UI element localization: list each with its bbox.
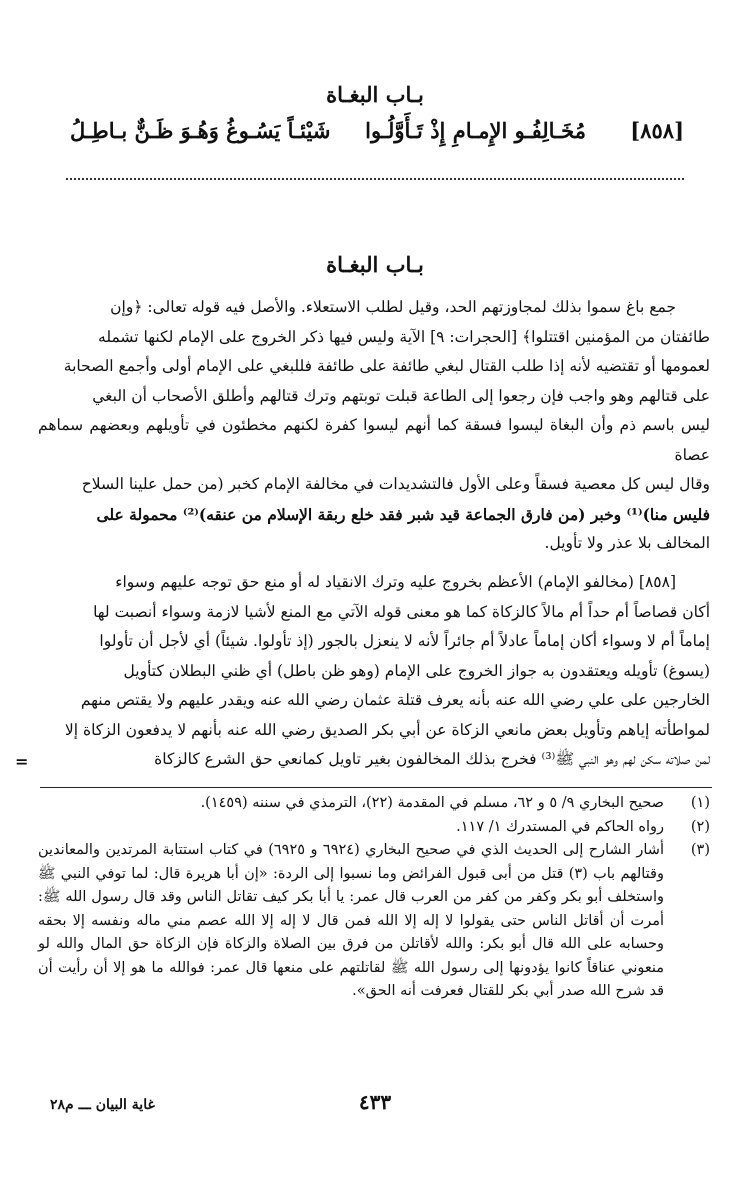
commentary-heading: بـاب البغـاة [326,252,424,277]
footnote-text: صحيح البخاري ٩/ ٥ و ٦٢، مسلم في المقدمة (٢٢)، الترمذي في سننه (١٤٥٩). [200,795,664,811]
footnote-number: (٢) [690,818,710,835]
verse-hemistich-first: مُخَـالِفُـو الإِمـامِ إِذْ تَـأَوَّلُـوا [365,118,586,143]
text-line: أكان قصاصاً أم حداً أم مالاً كالزكاة كما هو معنى قوله الآتي مع المنع لأشيا لازمة وسواء أنصبت لها [93,602,710,621]
text-line: لمن صلاته سكن لهم وهو النبي ﷺ⁽³⁾ فخرج بذلك المخالفون بغير تاويل كمانعي حق الشرع كالزكاة [154,750,710,768]
footnote-text: أشار الشارح إلى الحديث الذي في صحيح البخاري (٦٩٢٤ و ٦٩٢٥) في كتاب استتابة المرتدين والمعاندين وقتالهم باب (٣) قتل من أبى قبول الفرائض وما نسبوا إلى الردة: «إن أبا هريرة قال: لما توفي النبي ﷺ واستخلف أبو بكر وكفر من كفر من العرب قال عمر: يا أبا بكر كيف تقاتل الناس وقد قال رسول الله ﷺ: أمرت أن أقاتل الناس حتى يقولوا لا إله إلا الله فمن قال لا إله إلا الله عصم مني ماله ونفسه إلا بحقه وحسابه على الله قال أبو بكر: والله لأقاتلن من فرق بين الصلاة والزكاة فإن الزكاة حق المال والله لو منعوني عناقاً كانوا يؤدونها إلى رسول الله ﷺ لقاتلتهم على منعها قال عمر: فوالله ما هو إلا أن رأيت أن قد شرح الله صدر أبي بكر للقتال فعرفت أنه الحق». [38,842,664,999]
footnote [38,792,710,816]
commentary-paragraph-1 [38,293,710,559]
text-line: الخارجين على علي رضي الله عنه بأنه يعرف قتلة عثمان رضي الله عنه ويقدر عليهم ولا يقتص منهم [80,691,710,709]
footnote-number: (١) [690,795,710,811]
verse-number: [٨٥٨] [630,118,684,143]
text-line: لعمومها أو تقتضيه لأنه إذا طلب القتال لبغي طائفة على طائفة فللبغي على الإمام أولى وأجمع الصحابة [63,357,710,375]
text-line: المخالف بلا عذر ولا تأويل. [544,534,710,552]
footnote-number: (٣) [690,842,710,858]
continuation-mark: = [15,752,29,771]
footnote-separator [40,787,712,788]
text-line: [٨٥٨] (مخالفو الإمام) الأعظم بخروج عليه وترك الانقياد له أو منع حق توجه عليهم وسواء [115,573,676,591]
text-line: لمواطأته إياهم وتأويل بعض مانعي الزكاة عن أبي بكر الصديق رضي الله عنه بأنهم لا يدفعون الزكاة إلا [64,720,710,739]
chapter-heading: بـاب البغـاة [326,82,424,107]
dotted-separator [66,178,684,180]
text-line: جمع باغ سموا بذلك لمجاوزتهم الحد، وقيل لطلب الاستعلاء. والأصل فيه قوله تعالى: ﴿وإن [110,298,676,316]
text-line: ليس باسم ذم وأن البغاة ليسوا فسقة كما أنهم ليسوا كفرة لكنهم مخطئون في تأويلهم وبعضهم سماهم عصاة [38,416,710,464]
footnotes [38,792,710,1004]
text-line: وقال ليس كل معصية فسقاً وعلى الأول فالتشديدات في مخالفة الإمام كخبر (من حمل علينا السلاح [81,475,710,493]
poem-verse [70,118,684,158]
text-line: طائفتان من المؤمنين اقتتلوا﴾ [الحجرات: ٩] الآية وليس فيها ذكر الخروج على الإمام لكنها تشمله [98,327,710,346]
page-number: ٤٣٣ [358,1090,392,1114]
footnote [38,816,710,840]
footnote [38,839,710,1004]
text-line: إماماً أم لا وسواء أكان إماماً عادلاً أم جائراً لأنه لا ينعزل بالجور (إذ تأولوا. شيئاً) أي لأجل أن تأولوا [99,632,710,650]
verse-hemistich-second: شَيْئـاً يَسُـوغُ وَهُـوَ ظَـنٌّ بـاطِـلُ [70,118,331,143]
footnote-text: رواه الحاكم في المستدرك ١/ ١١٧. [456,818,664,835]
text-line: على قتالهم وهو واجب فإن رجعوا إلى الطاعة قبلت توبتهم وترك قتالهم وأطلق الأصحاب أن البغي [92,386,710,405]
book-signature: غاية البيان ـــ م٢٨ [50,1097,155,1113]
text-line: (يسوغ) تأويله ويعتقدون به جواز الخروج على الإمام (وهو ظن باطل) أي ظني البطلان كتأويل [123,661,710,680]
commentary-paragraph-2 [38,568,710,775]
text-line: فليس منا)⁽¹⁾ وخبر (من فارق الجماعة قيد شبر فقد خلع ربقة الإسلام من عنقه)⁽²⁾ محمولة على [96,504,710,524]
